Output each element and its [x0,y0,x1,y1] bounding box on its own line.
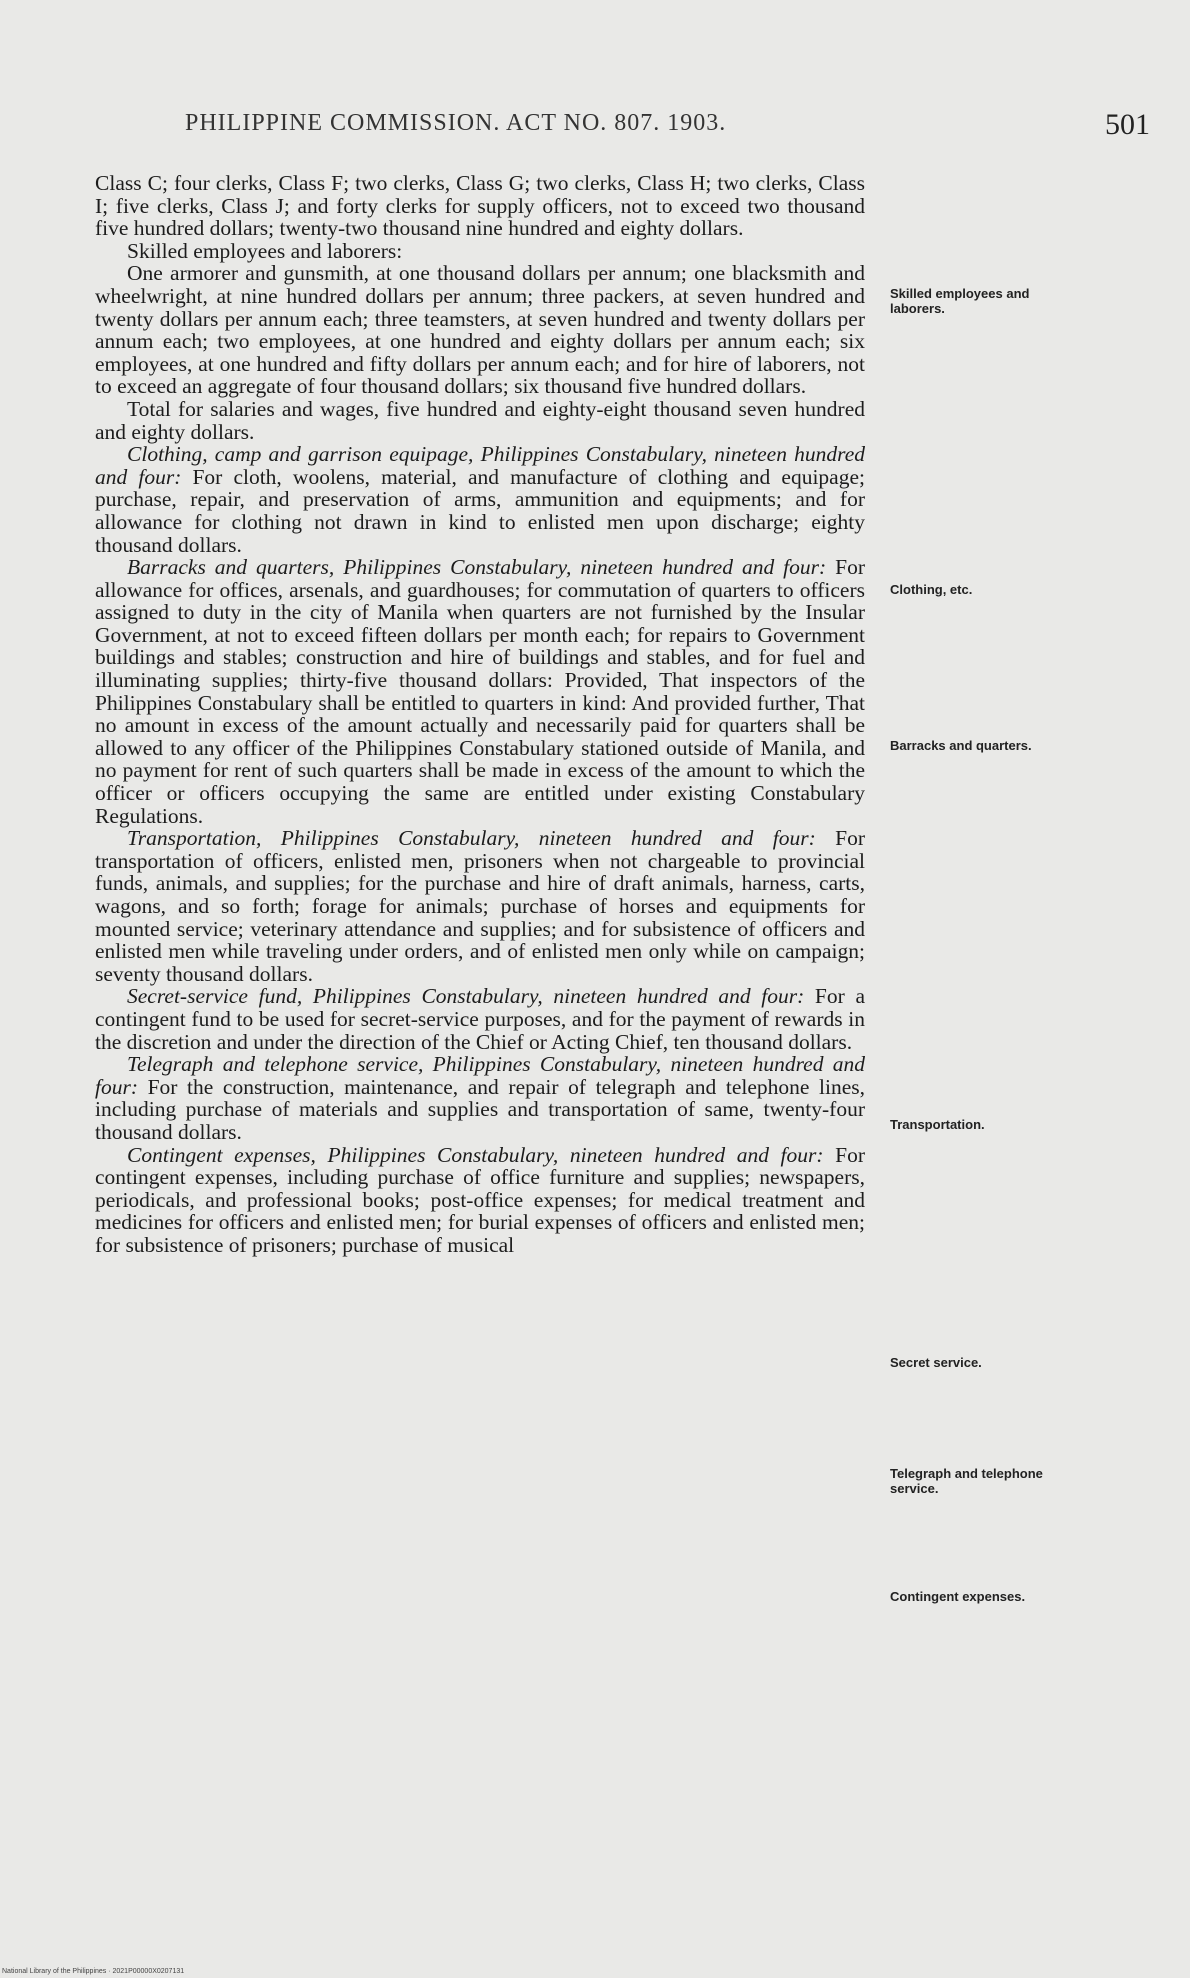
margin-note: Contingent expenses. [890,1589,1026,1604]
margin-note: Skilled employees and laborers. [890,286,1030,316]
margin-note: Transportation. [890,1117,985,1132]
paragraph: Total for salaries and wages, five hundred and eighty-eight thousand seven hundred and eighty dollars. [95,396,865,444]
running-header: PHILIPPINE COMMISSION. ACT NO. 807. 1903. [185,110,727,136]
body-text [95,172,865,1257]
paragraph: Contingent expenses, Philippines Constabulary, nineteen hundred and four: For contingent expenses, including purchase of office furniture and supplies; newspapers, periodicals, and professional books; post-office expenses; for medical treatment and medicines for officers and enlisted men; for burial expenses of officers and enlisted men; for subsistence of prisoners; purchase of musical [95,1142,865,1257]
margin-note: Telegraph and telephone service. [890,1466,1043,1496]
margin-note: Secret service. [890,1355,982,1370]
paragraph: One armorer and gunsmith, at one thousand dollars per annum; one blacksmith and wheelwright, at nine hundred dollars per annum; three packers, at seven hundred and twenty dollars per annum each; three teamsters, at seven hundred and twenty dollars per annum each; two employees, at one hundred and eighty dollars per annum each; six employees, at one hundred and fifty dollars per annum each; and for hire of laborers, not to exceed an aggregate of four thousand dollars; six thousand five hundred dollars. [95,261,865,399]
page-number: 501 [1105,108,1150,141]
margin-note: Clothing, etc. [890,582,973,597]
margin-note: Barracks and quarters. [890,738,1032,753]
paragraph: Secret-service fund, Philippines Constabulary, nineteen hundred and four: For a contingent fund to be used for secret-service purposes, and for the payment of rewards in the discretion and under the direction of the Chief or Acting Chief, ten thousand dollars. [95,984,865,1054]
scan-footer: National Library of the Philippines · 2021P00000X0207131 [2,1968,185,1975]
paragraph: Transportation, Philippines Constabulary, nineteen hundred and four: For transportation of officers, enlisted men, prisoners when not chargeable to provincial funds, animals, and supplies; for the purchase and hire of draft animals, harness, carts, wagons, and so forth; forage for animals; purchase of horses and equipments for mounted service; veterinary attendance and supplies; and for subsistence of officers and enlisted men while traveling under orders, and of enlisted men only while on campaign; seventy thousand dollars. [95,826,866,986]
paragraph: Barracks and quarters, Philippines Constabulary, nineteen hundred and four: For allowance for offices, arsenals, and guardhouses; for commutation of quarters to officers assigned to duty in the city of Manila when quarters are not furnished by the Insular Government, at not to exceed fifteen dollars per month each; for repairs to Government buildings and stables; construction and hire of buildings and stables, and for fuel and illuminating supplies; thirty-five thousand dollars: Provided, That inspectors of the Philippines Constabulary shall be entitled to quarters in kind: And provided further, That no amount in excess of the amount actually and necessarily paid for quarters shall be allowed to any officer of the Philippines Constabulary stationed outside of Manila, and no payment for rent of such quarters shall be made in excess of the amount to which the officer or officers occupying the same are entitled under existing Constabulary Regulations. [95,555,866,828]
paragraph: Telegraph and telephone service, Philippines Constabulary, nineteen hundred and four: For the construction, maintenance, and repair of telegraph and telephone lines, including purchase of materials and supplies and transportation of same, twenty-four thousand dollars. [95,1052,865,1144]
paragraph: Clothing, camp and garrison equipage, Philippines Constabulary, nineteen hundred and four: For cloth, woolens, material, and manufacture of clothing and equipage; purchase, repair, and preservation of arms, ammunition and equipments; and for allowance for clothing not drawn in kind to enlisted men upon discharge; eighty thousand dollars. [95,442,865,557]
paragraph: Class C; four clerks, Class F; two clerks, Class G; two clerks, Class H; two clerks, Class I; five clerks, Class J; and forty clerks for supply officers, not to exceed two thousand five hundred dollars; twenty-two thousand nine hundred and eighty dollars. [95,171,865,241]
paragraph: Skilled employees and laborers: [127,238,403,263]
